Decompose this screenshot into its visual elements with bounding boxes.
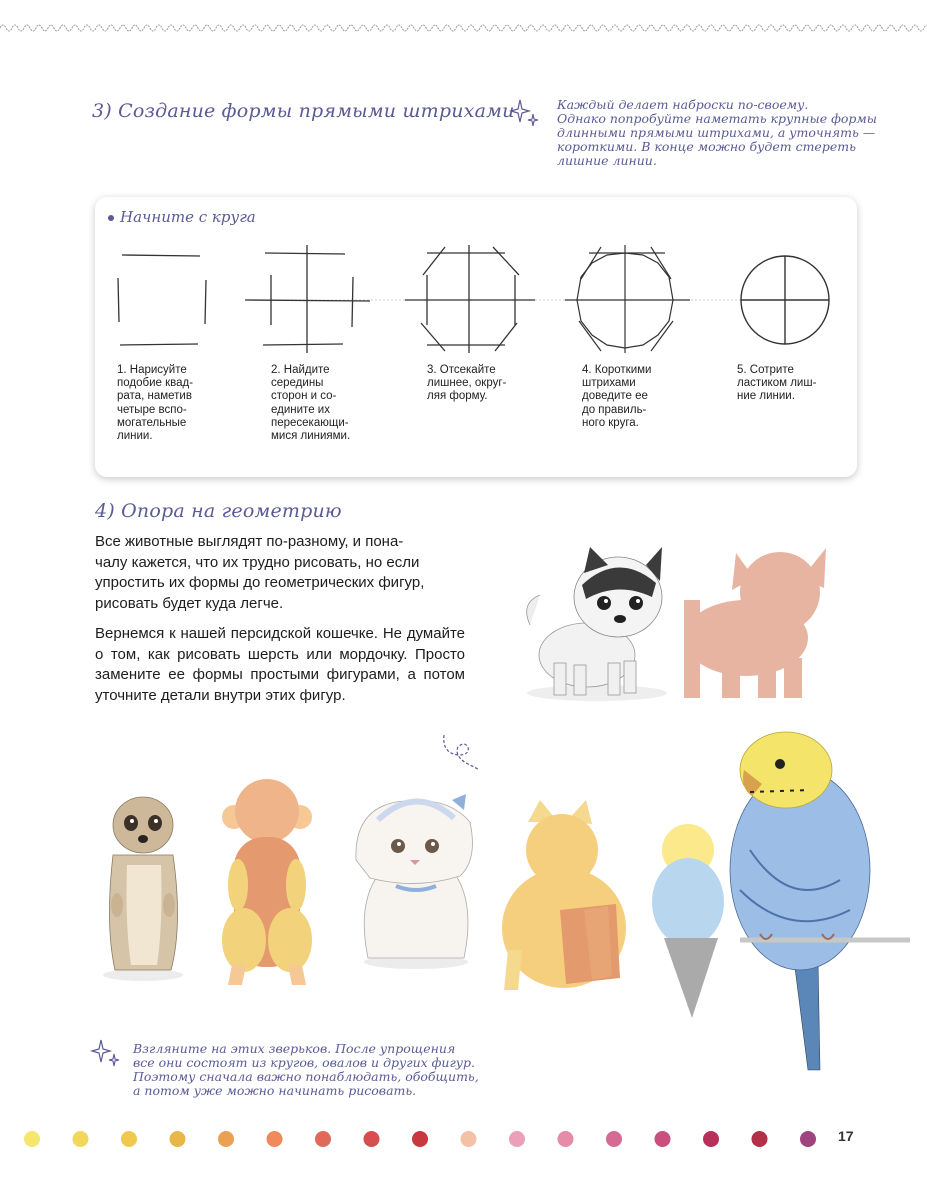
step2-caption: 2. Найдите середины сторон и со- едините их пересекающи- мися линиями. <box>271 364 351 443</box>
section3-title: 3) Создание формы прямыми штрихами <box>92 100 515 122</box>
color-dot <box>800 1131 816 1147</box>
persian-cat-illustration <box>356 790 476 970</box>
step2-drawing <box>245 245 375 355</box>
puppy-illustration <box>512 545 682 705</box>
step5-drawing <box>737 252 837 352</box>
bottom-tip: Взгляните на этих зверьков. После упрощения все они состоят из кругов, овалов и других фигур. Поэтому сначала важно понаблюдать, обобщить, а потом уже можно начинать рисовать. <box>133 1041 479 1098</box>
pencil-scribble-icon <box>440 733 490 773</box>
color-dot <box>606 1131 622 1147</box>
color-dot <box>267 1131 283 1147</box>
color-dot <box>558 1131 574 1147</box>
color-dot <box>655 1131 671 1147</box>
sparkle-icon <box>512 98 542 128</box>
meerkat-geometric-shape <box>222 775 312 985</box>
color-dot <box>461 1131 477 1147</box>
step3-drawing <box>405 245 535 355</box>
color-dot <box>703 1131 719 1147</box>
puppy-geometric-shape <box>684 548 834 698</box>
step4-drawing <box>565 245 695 355</box>
color-dot <box>509 1131 525 1147</box>
section4-paragraph2: Вернемся к нашей персидской кошечке. Не думайте о том, как рисовать шерсть или мордочку. Просто замените ее формы простыми фигурами, а потом уточните детали внутри этих фигур. <box>95 625 465 704</box>
step1-caption: 1. Нарисуйте подобие квад- рата, наметив четыре вспо- могательные линии. <box>117 364 194 443</box>
section4-paragraph1: Все животные выглядят по-разному, и пона- чалу кажется, что их трудно рисовать, но если упростить их формы до геометрических фигур, рисовать будет куда легче. <box>95 533 425 612</box>
page-number: 17 <box>838 1128 854 1144</box>
section4-title: 4) Опора на геометрию <box>95 500 342 522</box>
step3-caption: 3. Отсекайте лишнее, округ- ляя форму. <box>427 364 507 403</box>
decorative-top-border <box>0 0 927 40</box>
parakeet-illustration <box>710 730 910 1080</box>
circle-card-title-text: Начните с круга <box>120 208 256 226</box>
step4-caption: 4. Короткими штрихами доведите ее до правиль- ного круга. <box>582 364 652 429</box>
color-dot <box>73 1131 89 1147</box>
color-dot <box>315 1131 331 1147</box>
step1-drawing <box>112 250 212 350</box>
section4-body <box>95 532 465 716</box>
color-dot <box>24 1131 40 1147</box>
sparkle-icon-bottom <box>93 1038 123 1068</box>
step5-caption: 5. Сотрите ластиком лиш- ние линии. <box>737 364 817 403</box>
color-dot <box>412 1131 428 1147</box>
section3-tip: Каждый делает наброски по-своему. Однако попробуйте наметать крупные формы длинными прямыми штрихами, а уточнять — короткими. В конце можно будет стереть лишние линии. <box>557 97 877 168</box>
color-dots-row <box>20 1126 830 1152</box>
color-dot <box>364 1131 380 1147</box>
color-dot <box>752 1131 768 1147</box>
color-dot <box>170 1131 186 1147</box>
circle-card-title <box>108 208 256 226</box>
color-dot <box>218 1131 234 1147</box>
border-wave <box>0 25 927 31</box>
color-dot <box>121 1131 137 1147</box>
bullet-dot-icon <box>108 215 114 221</box>
cat-geometric-shape <box>500 800 625 990</box>
meerkat-illustration <box>95 785 195 985</box>
